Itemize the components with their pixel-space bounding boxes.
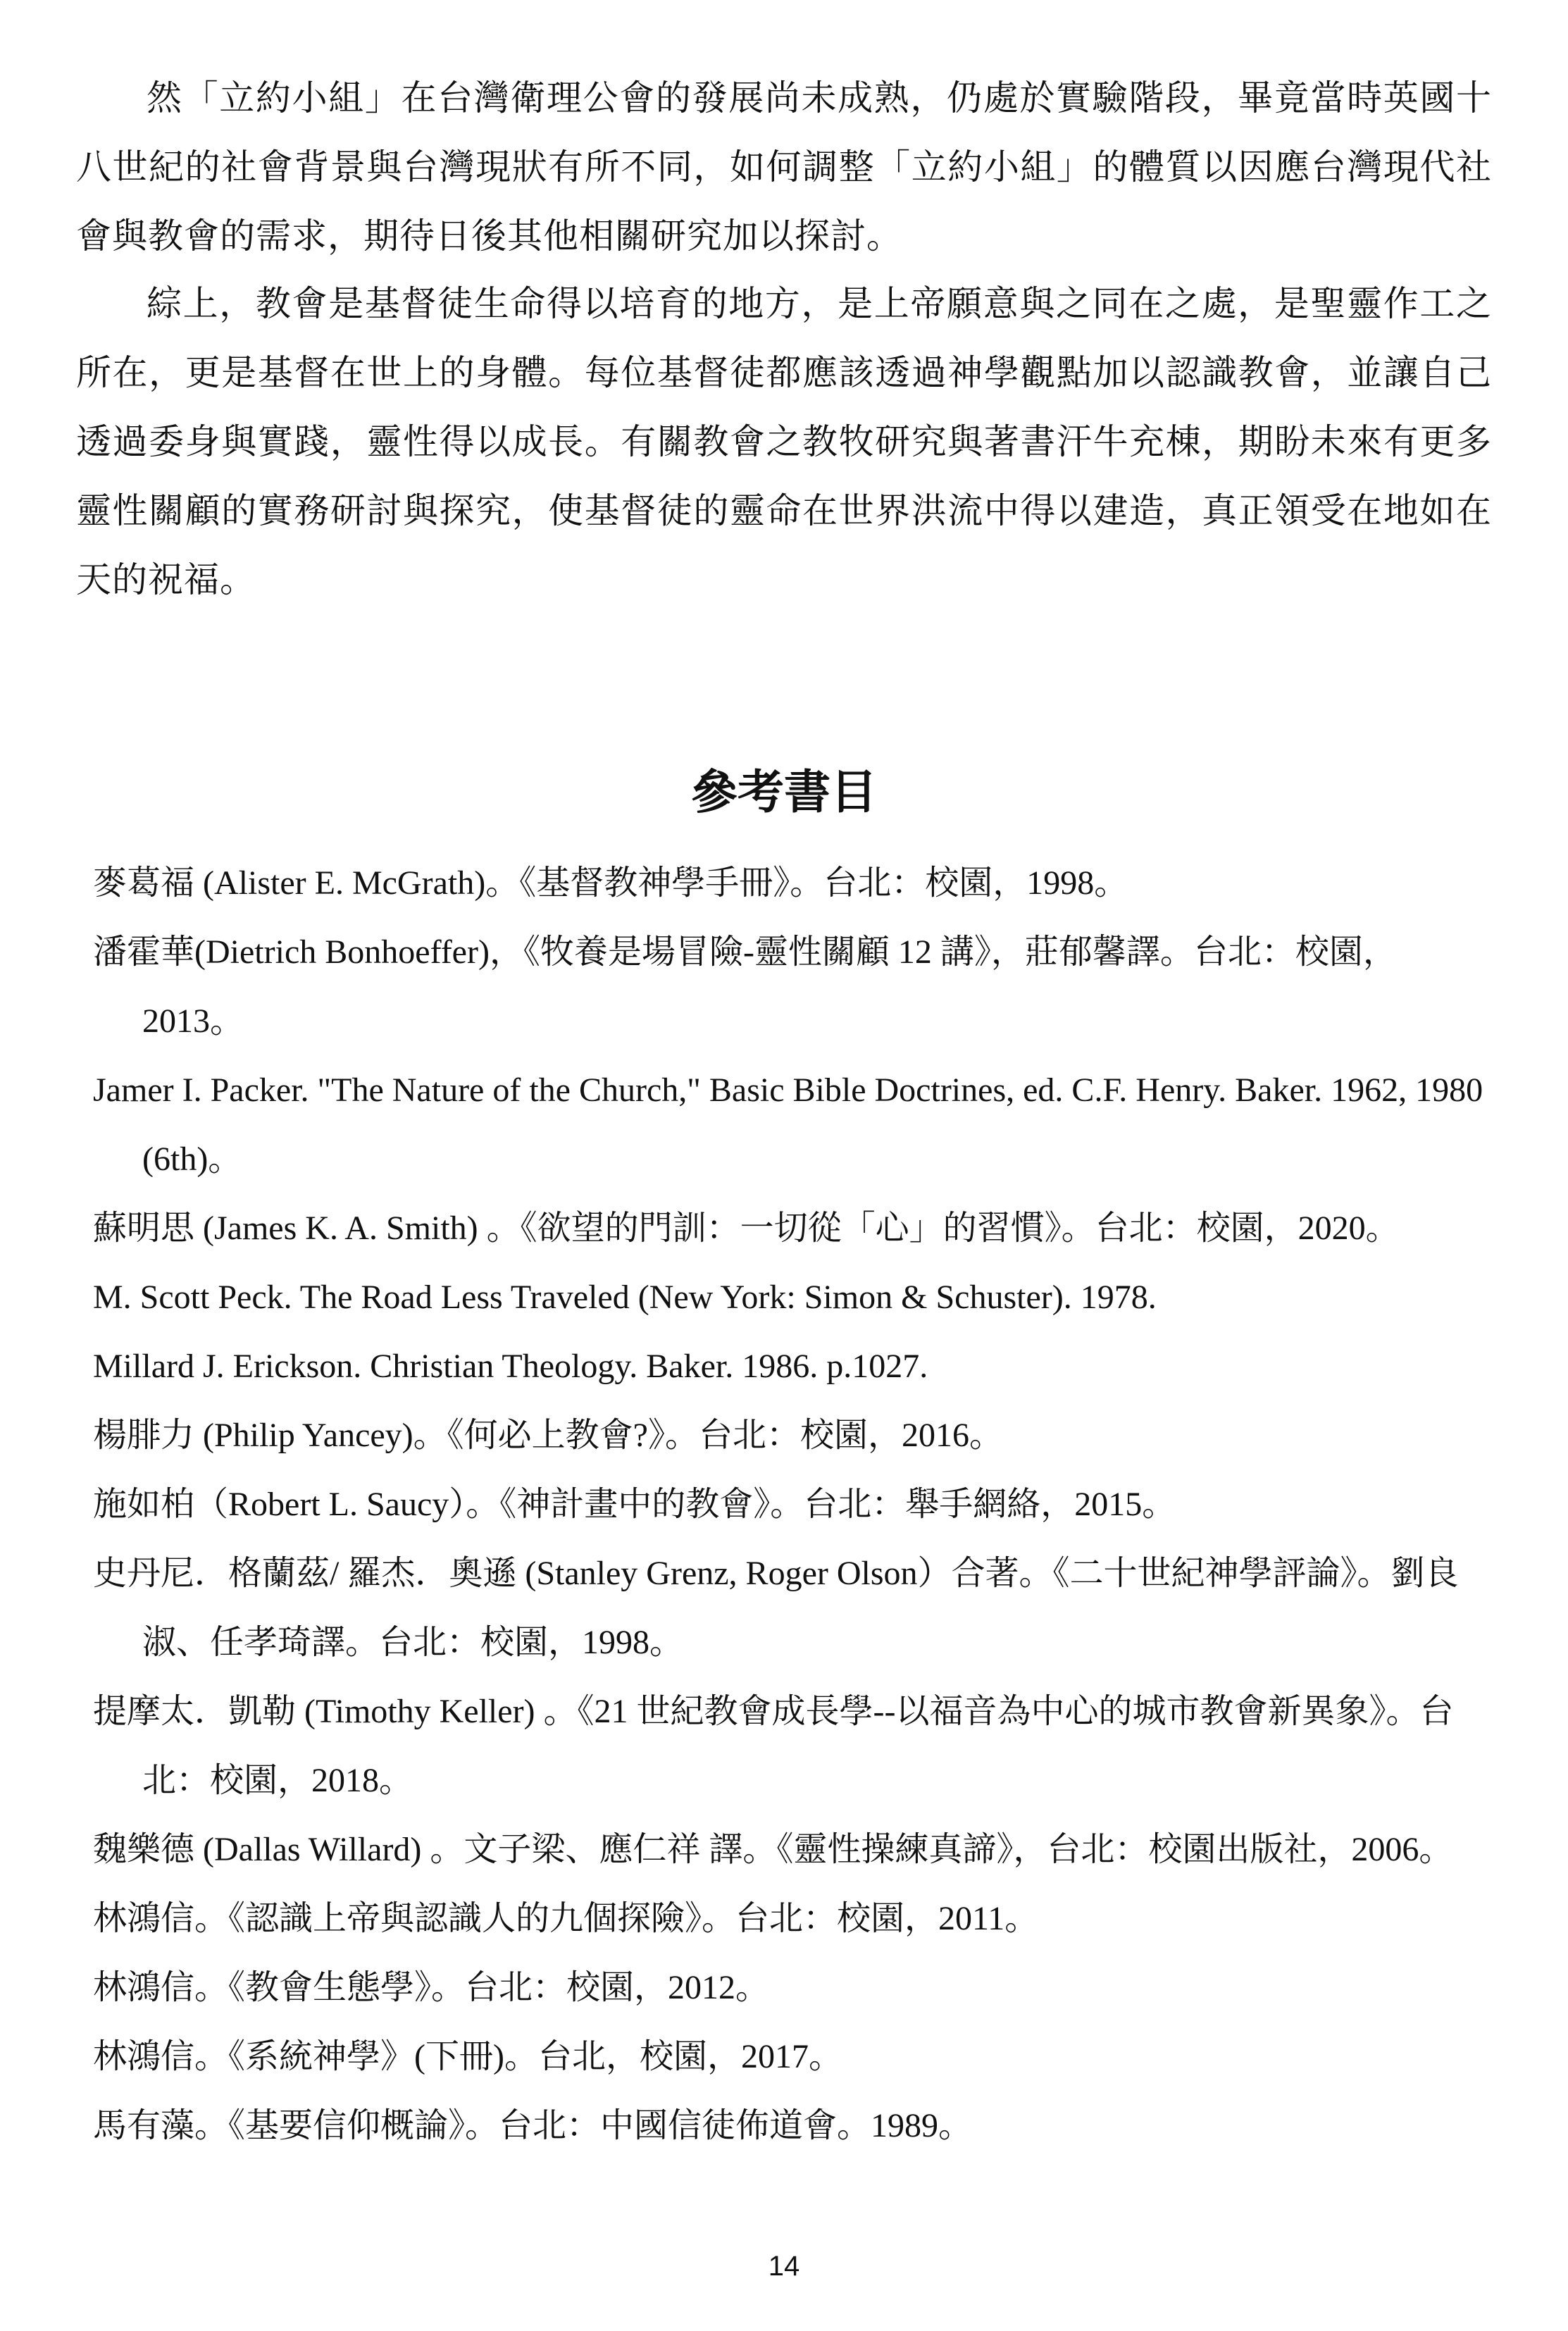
bibliography-entry: Millard J. Erickson. Christian Theology. Baker. 1986. p.1027. [93,1348,928,1385]
body-paragraph-1: 然「立約小組」在台灣衛理公會的發展尚未成熟，仍處於實驗階段，畢竟當時英國十八世紀的社會背景與台灣現狀有所不同，如何調整「立約小組」的體質以因應台灣現代社會與教會的需求，期待日後其他相關研究加以探討。 [76,77,1492,256]
bibliography-entry: 麥葛福 (Alister E. McGrath)。《基督教神學手冊》。台北：校園，1998。 [93,864,1128,902]
bibliography-list [93,849,1495,2161]
page-number: 14 [768,2251,800,2282]
bibliography-entry: 楊腓力 (Philip Yancey)。《何必上教會?》。台北：校園，2016。 [93,1417,1003,1454]
bibliography-entry: 史丹尼．格蘭茲/ 羅杰．奧遜 (Stanley Grenz, Roger Olson）合著。《二十世紀神學評論》。劉良淑、任孝琦譯。台北：校園，1998。 [93,1555,1459,1661]
bibliography-heading: 參考書目 [691,765,877,819]
bibliography-entry: 提摩太．凱勒 (Timothy Keller) 。《21 世紀教會成長學--以福音為中心的城市教會新異象》。台北：校園，2018。 [93,1693,1454,1799]
bibliography-entry: 林鴻信。《教會生態學》。台北：校園，2012。 [93,1969,770,2006]
bibliography-entry: 魏樂德 (Dallas Willard) 。文子梁、應仁祥 譯。《靈性操練真諦》，台北：校園出版社，2006。 [93,1831,1453,1868]
bibliography-entry: M. Scott Peck. The Road Less Traveled (New York: Simon & Schuster). 1978. [93,1279,1157,1316]
bibliography-entry: Jamer I. Packer. "The Nature of the Church," Basic Bible Doctrines, ed. C.F. Henry. Baker. 1962, 1980 (6th)。 [93,1071,1483,1178]
bibliography-entry: 林鴻信。《認識上帝與認識人的九個探險》。台北：校園，2011。 [93,1900,1039,1937]
body-paragraph-2: 綜上，教會是基督徒生命得以培育的地方，是上帝願意與之同在之處，是聖靈作工之所在，更是基督在世上的身體。每位基督徒都應該透過神學觀點加以認識教會，並讓自己透過委身與實踐，靈性得以成長。有關教會之教牧研究與著書汗牛充棟，期盼未來有更多靈性關顧的實務研討與探究，使基督徒的靈命在世界洪流中得以建造，真正領受在地如在天的祝福。 [76,283,1492,600]
bibliography-entry: 潘霍華(Dietrich Bonhoeffer)，《牧養是場冒險-靈性關顧 12 講》，莊郁馨譯。台北：校園，2013。 [93,933,1397,1040]
bibliography-entry: 施如柏（Robert L. Saucy）。《神計畫中的教會》。台北：舉手網絡，2015。 [93,1486,1176,1523]
bibliography-entry: 蘇明思 (James K. A. Smith) 。《欲望的門訓：一切從「心」的習慣》。台北：校園，2020。 [93,1210,1400,1247]
bibliography-entry: 馬有藻。《基要信仰概論》。台北：中國信徒佈道會。1989。 [93,2107,973,2144]
bibliography-entry: 林鴻信。《系統神學》(下冊)。台北，校園，2017。 [93,2038,842,2075]
